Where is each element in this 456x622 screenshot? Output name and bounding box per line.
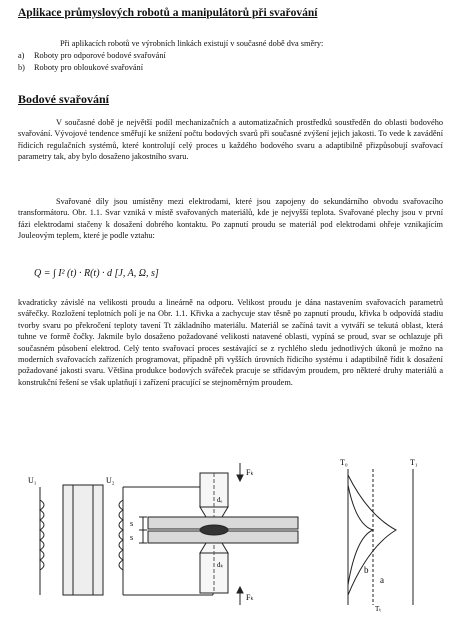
label-t1: T₁	[410, 458, 418, 467]
label-d-top: dₑ	[217, 496, 223, 504]
label-force-bottom: Fₖ	[246, 593, 254, 602]
welded-sheets	[139, 517, 298, 543]
label-u1: U₁	[28, 476, 37, 485]
list-text: Roboty pro odporové bodové svařování	[34, 51, 166, 61]
list-marker: a)	[18, 51, 25, 61]
spot-welding-diagram	[18, 455, 443, 617]
label-force-top: Fₖ	[246, 468, 254, 477]
list-text: Roboty pro obloukové svařování	[34, 63, 143, 73]
joule-formula: Q = ∫ I² (t) · R(t) · d [J, A, Ω, s]	[34, 268, 159, 279]
label-curve-b: b	[364, 565, 369, 575]
section-title: Bodové svařování	[18, 92, 110, 106]
document-title: Aplikace průmyslových robotů a manipulátorů při svařování	[18, 7, 318, 19]
label-s-right: s	[130, 533, 134, 542]
intro-block	[18, 38, 443, 75]
list-item	[18, 62, 443, 74]
label-s-left: s	[130, 519, 134, 528]
list-marker: b)	[18, 63, 25, 73]
spot-welding-figure	[18, 455, 443, 617]
label-curve-a: a	[380, 575, 384, 585]
label-u2: U₂	[106, 476, 115, 485]
list-item	[18, 50, 443, 62]
label-d-bottom: dₖ	[217, 561, 224, 569]
paragraph-2: Svařované díly jsou umístěny mezi elektrodami, které jsou zapojeny do sekundárního obvodu svařovacího transformátoru. Obr. 1.1. Svar vzniká v místě svařovaných materiálů, kde je nejvyšší teplota. Svařované plechy jsou v první fázi elektrodami stačeny k dosažení dobrého kontaktu. Po zapnutí proudu se materiál pod elektrodami ohřeje vznikajícím Jouleovým teplem, které je podle vztahu:	[18, 197, 443, 241]
intro-text: Při aplikacích robotů ve výrobních linkách existují v současné době dva směry:	[60, 39, 324, 48]
label-t0: T₀	[340, 458, 348, 467]
label-tt: Tₜ	[375, 605, 382, 613]
paragraph-1: V současné době je největší podíl mechanizačních a automatizačních prostředků soustředěn do oblasti bodového svařování. Vývojové tendence směřují ke snížení počtu bodových svarů při současné zvýšení jejich jakosti. To vede k zavádění řídicích regulačních systémů, které kontrolují celý proces u každého bodového svaru a adaptibilně přizpůsobují svařovací parametry tak, aby bylo dosaženo jakostního svaru.	[18, 118, 443, 162]
paragraph-3: kvadraticky závislé na velikosti proudu a lineárně na odporu. Velikost proudu je dána nastavením svařovacích parametrů svářečky. Rozložení teplotních polí je na Obr. 1.1. Křivka a zachycuje stav těsně po zapnutí proudu, křivka b odpovídá stadiu tvorby svaru po překročení teploty tavení Tt základního materiálu. Materiál se začíná tavit a vytváří se tekutá oblast, která tuhne ve formě čočky. Jakmile bylo dosaženo požadované velikosti natavené oblasti, vypíná se proud, svar se ochlazuje při současném působení elektrod. Celý tento svařovací proces sestávající se z rychlého sledu jednotlivých úkonů je možno na moderních svařovacích zařízeních programovat, případně při vyšších úrovních řídicího systému i adaptibilně řídit k dosažení požadované jakosti svaru. Většina produkce bodových svářeček pracuje se střídavým proudem, pro některé druhy materiálů a konstrukční řešení se však uplatňují i zařízení pracující se stejnoměrným proudem.	[18, 298, 443, 387]
